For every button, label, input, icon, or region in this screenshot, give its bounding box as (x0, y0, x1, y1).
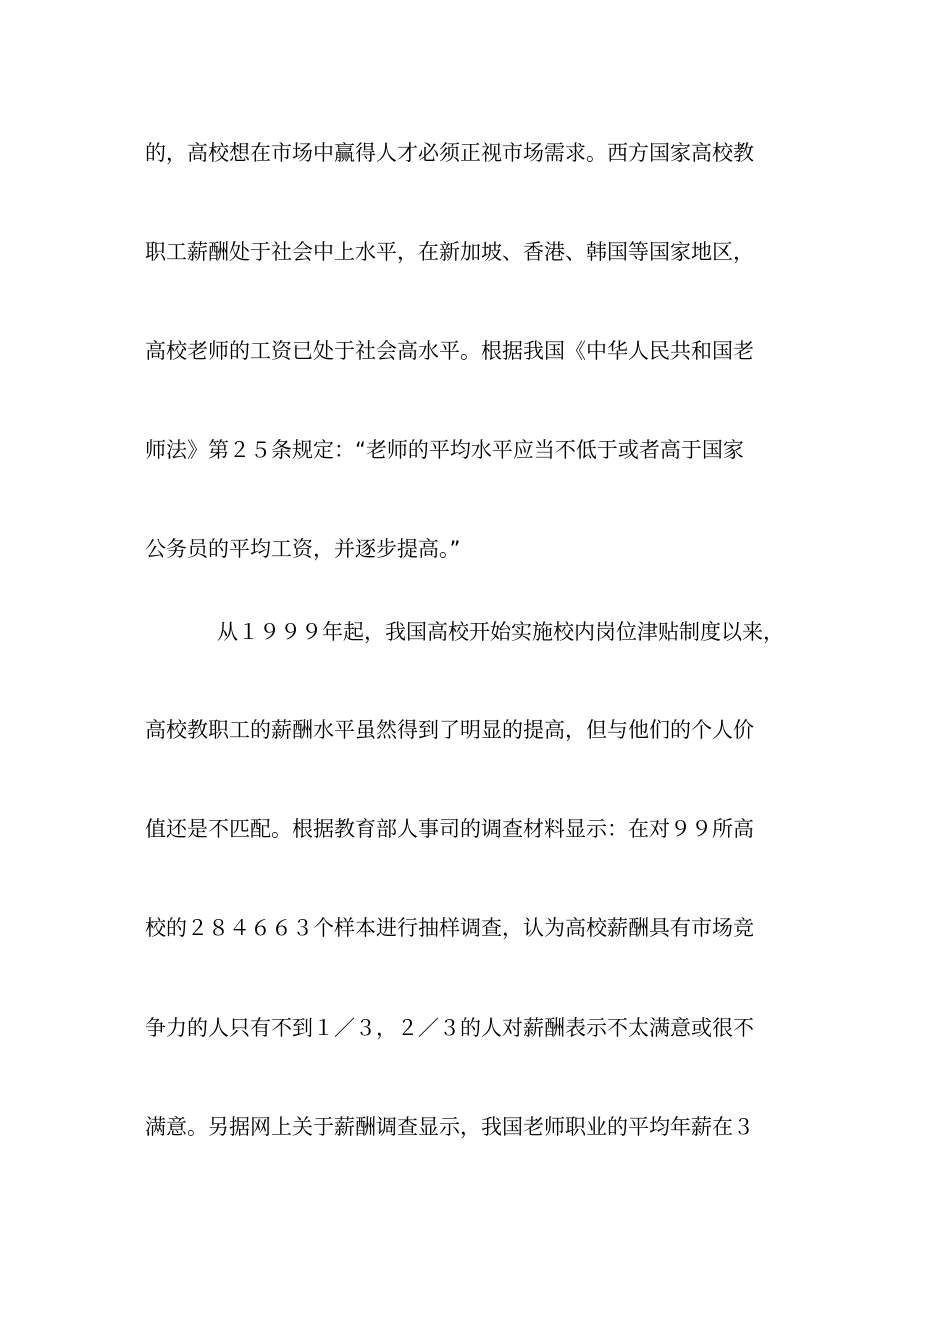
text-line-1: 的，高校想在市场中赢得人才必须正视市场需求。西方国家高校教 (145, 141, 754, 165)
text-line-2: 职工薪酬处于社会中上水平，在新加坡、香港、韩国等国家地区， (145, 240, 754, 264)
text-line-8: 值还是不匹配。根据教育部人事司的调查材料显示：在对９９所高 (145, 817, 754, 841)
text-line-6-paragraph-start: 从１９９９年起，我国高校开始实施校内岗位津贴制度以来， (217, 620, 784, 644)
text-line-9: 校的２８４６６３个样本进行抽样调查，认为高校薪酬具有市场竞 (145, 916, 754, 940)
text-line-11: 满意。另据网上关于薪酬调查显示，我国老师职业的平均年薪在３ (145, 1115, 754, 1139)
text-line-3: 高校老师的工资已处于社会高水平。根据我国《中华人民共和国老 (145, 339, 754, 363)
text-line-10: 争力的人只有不到１／３，２／３的人对薪酬表示不太满意或很不 (145, 1016, 754, 1040)
text-line-7: 高校教职工的薪酬水平虽然得到了明显的提高，但与他们的个人价 (145, 718, 754, 742)
text-line-4: 师法》第２５条规定：“老师的平均水平应当不低于或者高于国家 (145, 438, 744, 462)
text-line-5: 公务员的平均工资，并逐步提高。” (145, 537, 461, 561)
